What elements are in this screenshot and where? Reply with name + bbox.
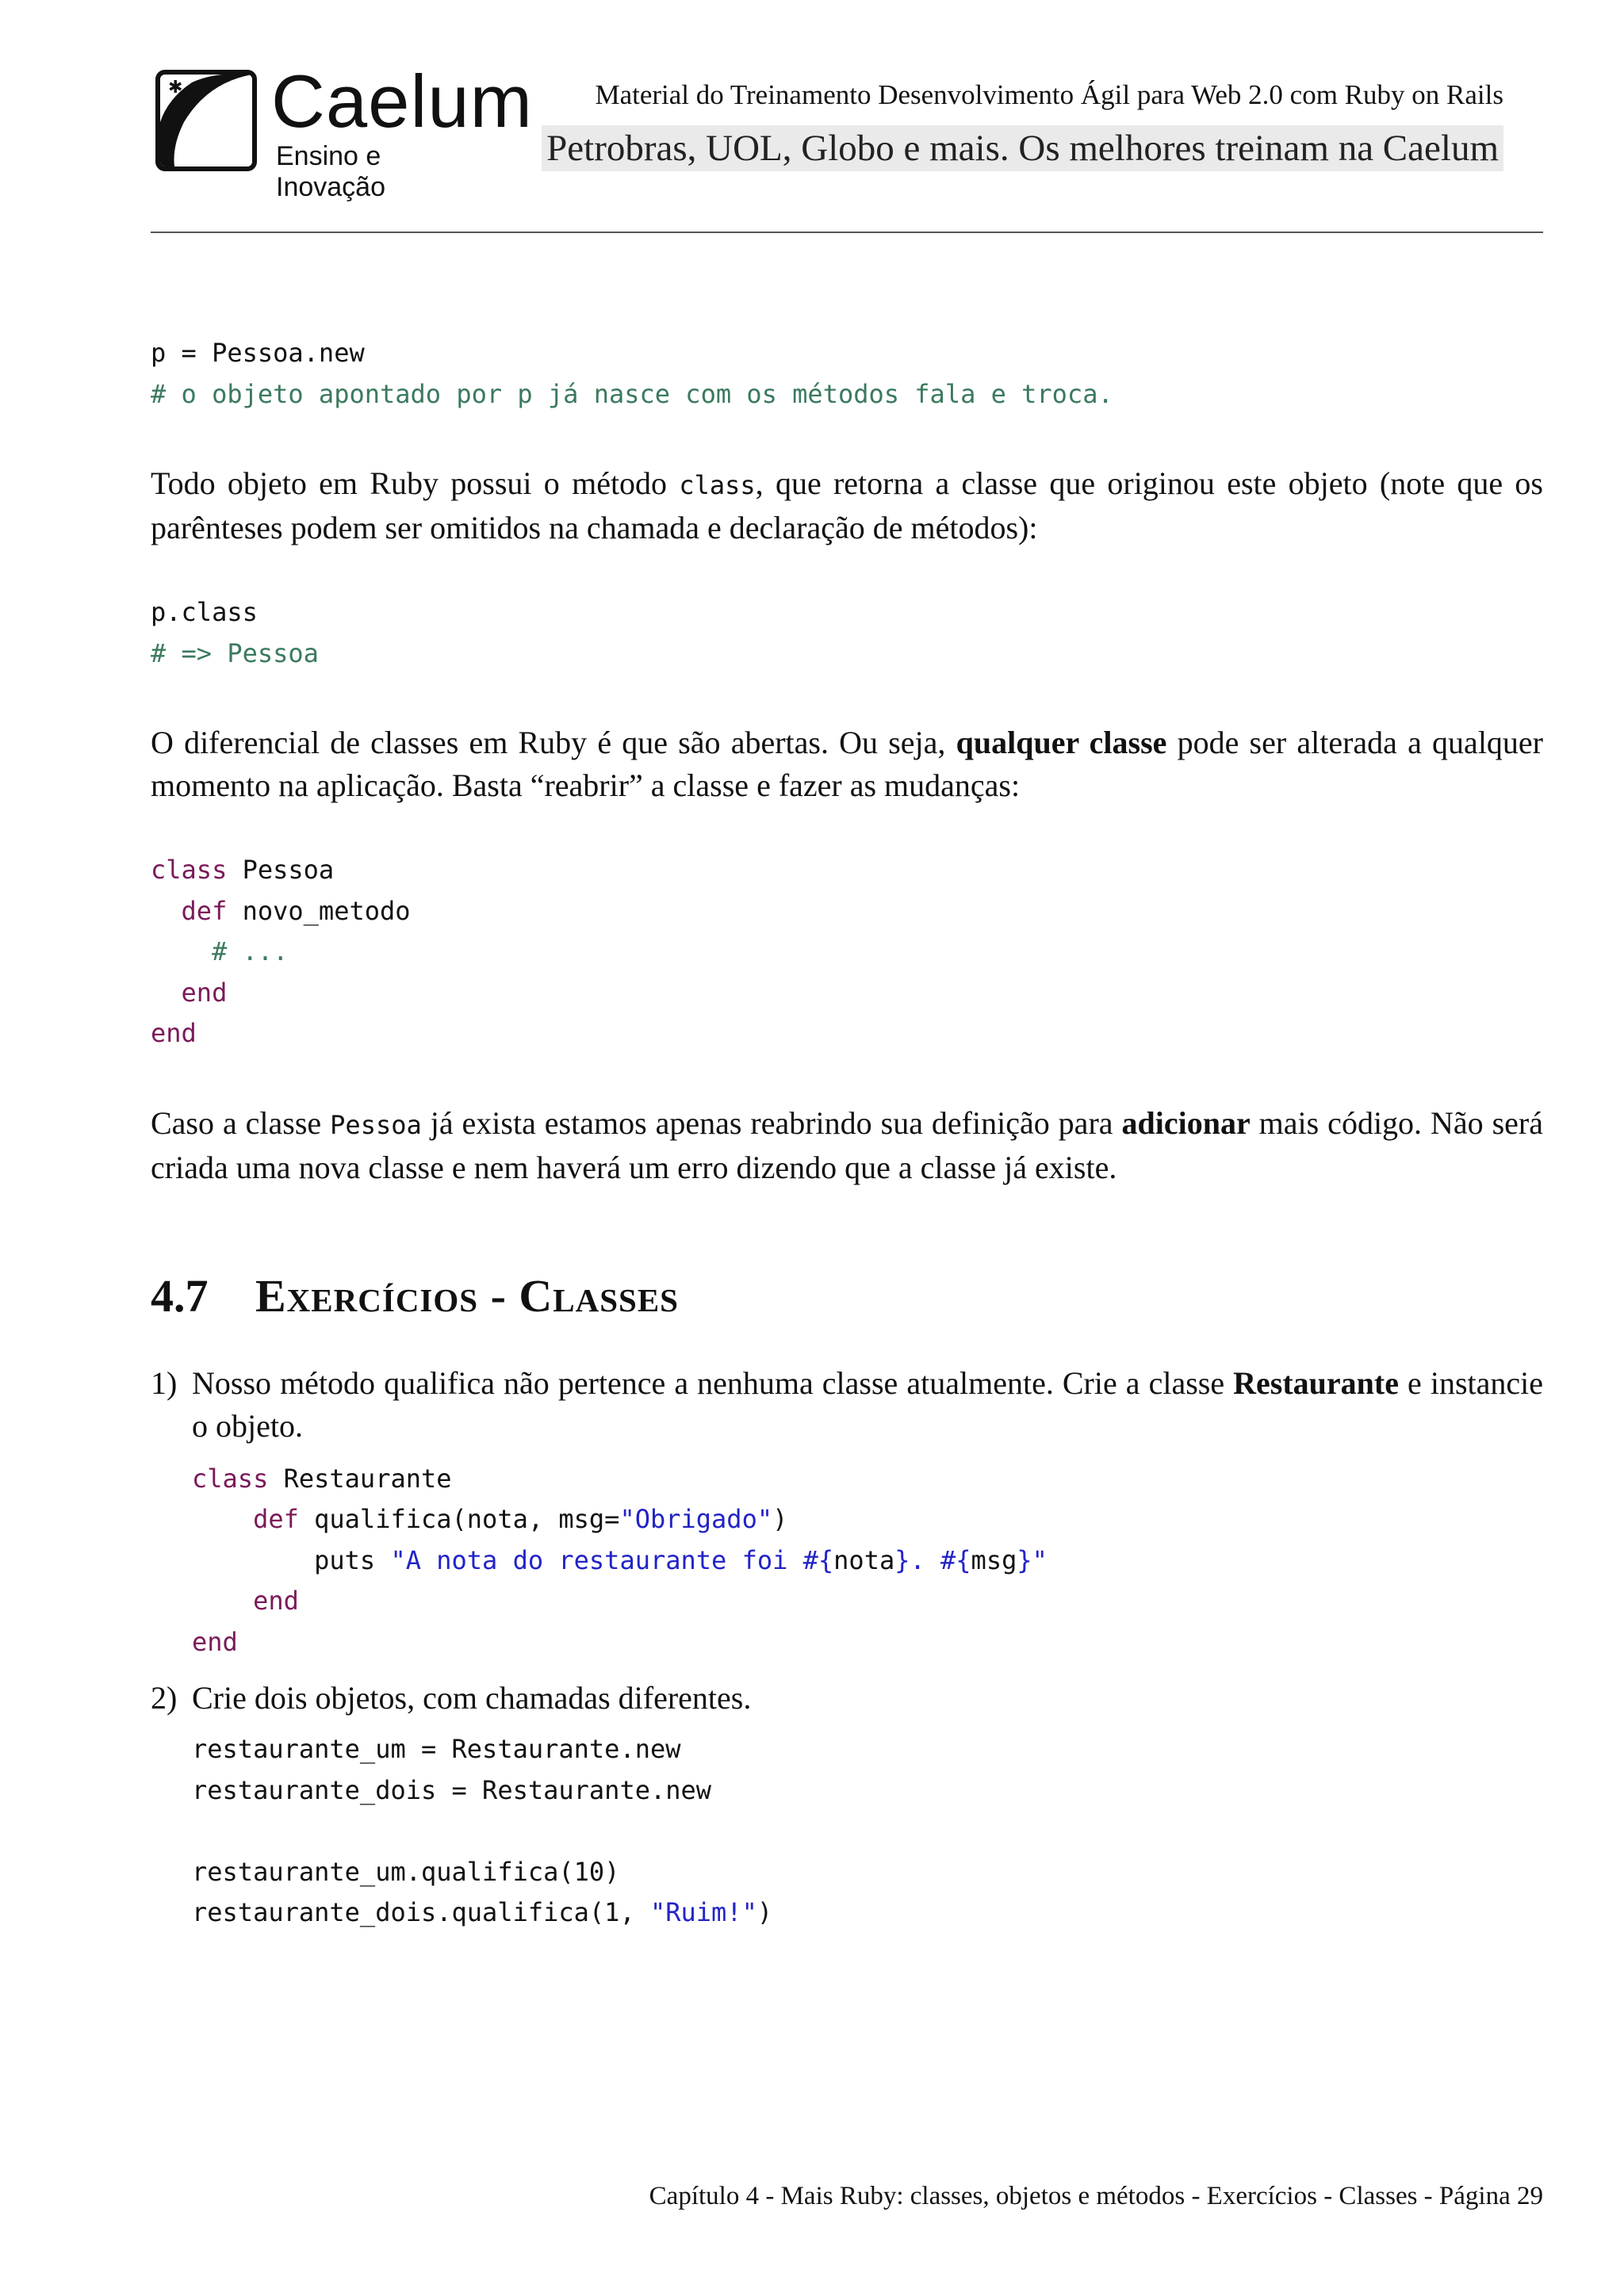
code-block-class-call [151, 592, 1543, 674]
page-content [151, 333, 1543, 1934]
code-block-restaurante-class [192, 1459, 1543, 1663]
code-comment: # o objeto apontado por p já nasce com os métodos fala e troca. [151, 378, 1113, 409]
code-text: restaurante_dois.qualifica(1, [192, 1897, 650, 1927]
list-marker: 1) [151, 1364, 178, 1401]
logo-star-icon: ✱ [168, 78, 183, 98]
page-footer: Capítulo 4 - Mais Ruby: classes, objetos e métodos - Exercícios - Classes - Página 29 [649, 2182, 1543, 2210]
code-block-restaurante-calls [192, 1729, 1543, 1934]
code-text: Restaurante [268, 1463, 452, 1494]
keyword: class [151, 855, 228, 885]
text-run: O diferencial de classes em Ruby é que são abertas. Ou seja, [151, 725, 956, 760]
list-marker: 2) [151, 1680, 178, 1716]
code-text: Pessoa [227, 855, 335, 885]
header-course-title: Material do Treinamento Desenvolvimento Ágil para Web 2.0 com Ruby on Rails [595, 79, 1503, 110]
code-line: restaurante_dois = Restaurante.new [192, 1774, 712, 1805]
keyword: def [181, 895, 228, 926]
logo-tagline: Ensino e Inovação [276, 141, 385, 202]
exercise-item-1 [151, 1362, 1543, 1663]
logo-name: Caelum [271, 59, 533, 143]
code-text: ) [772, 1504, 788, 1534]
logo-mark-icon [155, 70, 257, 171]
keyword: def [253, 1504, 299, 1534]
code-text: ) [756, 1897, 773, 1927]
inline-code: Pessoa [330, 1109, 422, 1140]
code-comment: # => Pessoa [151, 637, 319, 668]
keyword: end [151, 1018, 197, 1048]
keyword: end [253, 1586, 299, 1616]
text-run: Nosso método qualifica não pertence a nenhuma classe atualmente. Crie a classe [192, 1364, 1234, 1401]
code-text: msg [971, 1544, 1017, 1575]
code-string: "Obrigado" [619, 1504, 773, 1534]
bold-text: Restaurante [1233, 1364, 1399, 1401]
exercise-2-text: Crie dois objetos, com chamadas diferentes. [192, 1680, 752, 1716]
code-string: "Ruim!" [649, 1897, 757, 1927]
code-text: qualifica(nota, msg= [298, 1504, 620, 1534]
caelum-logo [155, 59, 533, 202]
exercise-1-text [192, 1362, 1543, 1448]
code-string: }. #{ [894, 1544, 971, 1575]
bold-text: qualquer classe [956, 725, 1167, 760]
code-line: p = Pessoa.new [151, 338, 365, 368]
header-slogan: Petrobras, UOL, Globo e mais. Os melhores treinam na Caelum [542, 125, 1503, 171]
code-string: }" [1017, 1544, 1048, 1575]
code-block-reopen-class [151, 850, 1543, 1054]
keyword: end [192, 1626, 238, 1657]
code-block-new-object [151, 333, 1543, 415]
exercise-item-2 [151, 1677, 1543, 1934]
text-run: mais código. Não será criada uma nova classe e nem haverá um erro dizendo que a classe já existe. [151, 1104, 1544, 1185]
code-text: nota [833, 1544, 895, 1575]
text-run: Todo objeto em Ruby possui o método [151, 465, 680, 501]
text-run: e instancie o objeto. [192, 1364, 1544, 1444]
header-divider [151, 232, 1543, 233]
paragraph-reopen-explanation [151, 1102, 1543, 1189]
text-run: Caso a classe [151, 1104, 331, 1141]
code-line: restaurante_um = Restaurante.new [192, 1734, 681, 1764]
code-string: "A nota do restaurante foi #{ [390, 1544, 834, 1575]
text-run: , que retorna a classe que originou este objeto (note que os parênteses podem ser omitidos na chamada e declaração de métodos): [151, 465, 1543, 545]
paragraph-open-classes [151, 721, 1543, 807]
section-title: Exercícios - Classes [255, 1269, 679, 1322]
text-run: já exista estamos apenas reabrindo sua definição para [421, 1104, 1122, 1141]
paragraph-class-method [151, 462, 1543, 549]
section-number: 4.7 [151, 1269, 209, 1322]
bold-text: adicionar [1121, 1104, 1251, 1141]
keyword: end [181, 977, 228, 1008]
inline-code: class [679, 470, 756, 500]
code-line: p.class [151, 597, 258, 627]
code-line: restaurante_um.qualifica(10) [192, 1856, 620, 1887]
section-heading [151, 1269, 1543, 1324]
code-comment: # ... [212, 936, 289, 966]
text-run: pode ser alterada a qualquer momento na aplicação. Basta “reabrir” a classe e fazer as mudanças: [151, 725, 1544, 803]
code-text: novo_metodo [227, 895, 411, 926]
keyword: class [192, 1463, 269, 1494]
code-text: puts [314, 1544, 391, 1575]
